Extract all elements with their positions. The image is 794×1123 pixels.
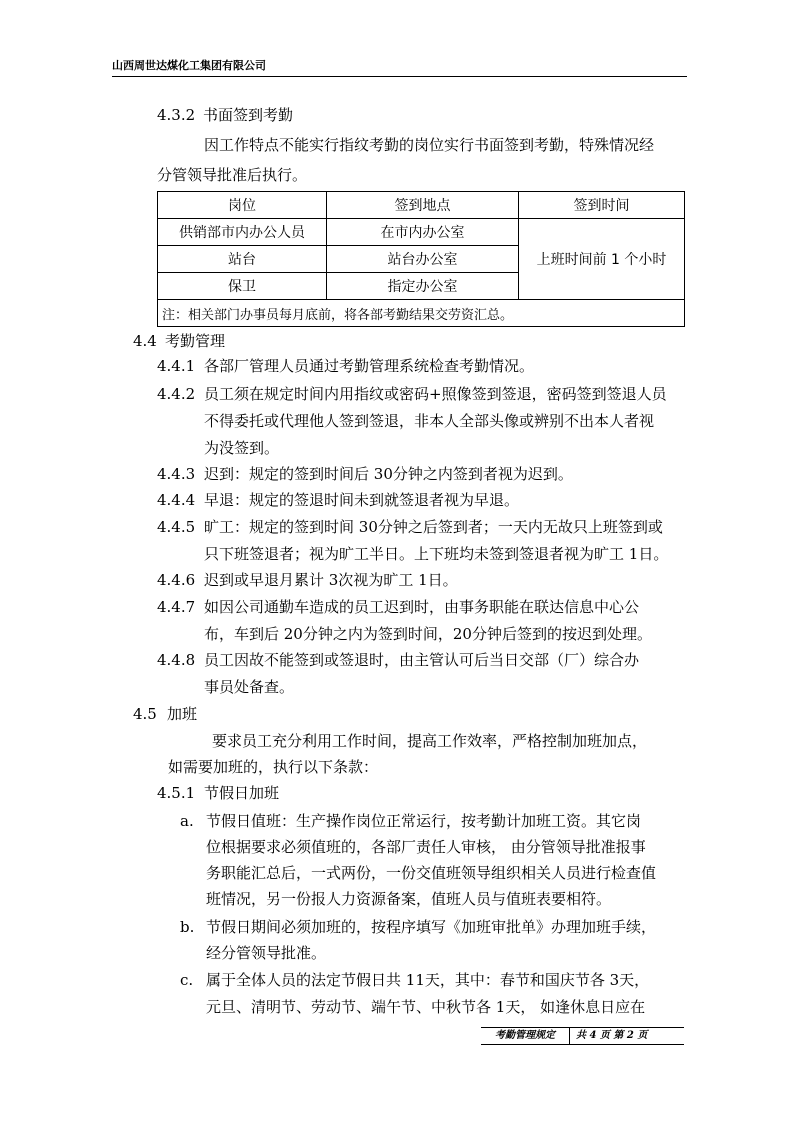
table-row bbox=[158, 219, 685, 246]
clause-text: 员工须在规定时间内用指纹或密码+照像签到签退，密码签到签退人员 bbox=[204, 385, 667, 403]
table-note: 注：相关部门办事员每月底前，将各部考勤结果交劳资汇总。 bbox=[158, 300, 685, 327]
clause-number: 4.5.1 bbox=[157, 784, 196, 802]
item-letter: c. bbox=[180, 971, 194, 989]
item-continuation: 位根据要求必须值班的，各部厂责任人审核， 由分管领导批准报事 bbox=[206, 838, 646, 856]
clause-text: 迟到或早退月累计 3次视为旷工 1日。 bbox=[204, 571, 458, 589]
table-cell: 在市内办公室 bbox=[327, 219, 519, 246]
table-header-cell: 岗位 bbox=[158, 192, 327, 219]
clause-4-4-8 bbox=[157, 649, 639, 671]
page-footer bbox=[481, 1027, 684, 1045]
item-text: 属于全体人员的法定节假日共 11天，其中：春节和国庆节各 3天， bbox=[206, 971, 650, 989]
section-4-3-2-heading bbox=[157, 104, 293, 126]
item-a bbox=[180, 810, 641, 832]
clause-text: 如因公司通勤车造成的员工迟到时，由事务职能在联达信息中心公 bbox=[204, 598, 640, 616]
section-title: 考勤管理 bbox=[165, 332, 226, 350]
paragraph-line: 要求员工充分利用工作时间，提高工作效率，严格控制加班加点， bbox=[212, 732, 648, 750]
company-header bbox=[112, 58, 687, 77]
clause-number: 4.4.1 bbox=[157, 357, 196, 375]
clause-text: 节假日加班 bbox=[204, 784, 280, 802]
item-letter: a. bbox=[180, 812, 194, 830]
footer-doc-title: 考勤管理规定 bbox=[495, 1030, 555, 1041]
item-continuation: 元旦、清明节、劳动节、端午节、中秋节各 1天， 如逢休息日应在 bbox=[206, 998, 646, 1016]
footer-page-count: 共 4 页 第 2 页 bbox=[576, 1030, 648, 1041]
item-continuation: 班情况，另一份报人力资源备案，值班人员与值班表要相符。 bbox=[206, 890, 612, 908]
table-header-cell: 签到时间 bbox=[519, 192, 685, 219]
clause-continuation: 事员处备查。 bbox=[204, 678, 295, 696]
clause-number: 4.4.5 bbox=[157, 518, 196, 536]
section-number: 4.4 bbox=[133, 332, 157, 350]
clause-number: 4.4.3 bbox=[157, 465, 196, 483]
item-continuation: 经分管领导批准。 bbox=[206, 944, 327, 962]
clause-text: 早退：规定的签退时间未到就签退者视为早退。 bbox=[204, 491, 520, 509]
table-header-row bbox=[158, 192, 685, 219]
item-text: 节假日值班：生产操作岗位正常运行，按考勤计加班工资。其它岗 bbox=[206, 812, 642, 830]
table-cell: 站台 bbox=[158, 246, 327, 273]
clause-text: 员工因故不能签到或签退时，由主管认可后当日交部（厂）综合办 bbox=[204, 651, 640, 669]
clause-number: 4.4.6 bbox=[157, 571, 196, 589]
table-cell: 供销部市内办公人员 bbox=[158, 219, 327, 246]
clause-4-4-1 bbox=[157, 355, 534, 377]
clause-text: 旷工：规定的签到时间 30分钟之后签到者；一天内无故只上班签到或 bbox=[204, 518, 663, 536]
clause-continuation: 只下班签退者；视为旷工半日。上下班均未签到签退者视为旷工 1日。 bbox=[204, 545, 669, 563]
clause-text: 各部厂管理人员通过考勤管理系统检查考勤情况。 bbox=[204, 357, 535, 375]
paragraph-line: 如需要加班的，执行以下条款： bbox=[168, 758, 379, 776]
paragraph-line: 因工作特点不能实行指纹考勤的岗位实行书面签到考勤，特殊情况经 bbox=[204, 136, 655, 154]
clause-4-4-2 bbox=[157, 383, 667, 405]
item-continuation: 务职能汇总后，一式两份，一份交值班领导组织相关人员进行检查值 bbox=[206, 864, 657, 882]
clause-4-4-6 bbox=[157, 569, 458, 591]
table-cell: 站台办公室 bbox=[327, 246, 519, 273]
section-title: 加班 bbox=[167, 705, 198, 723]
item-letter: b. bbox=[180, 918, 195, 936]
table-note-row bbox=[158, 300, 685, 327]
clause-4-4-7 bbox=[157, 596, 639, 618]
clause-4-5-1 bbox=[157, 782, 279, 804]
table-cell: 保卫 bbox=[158, 273, 327, 300]
table-header-cell: 签到地点 bbox=[327, 192, 519, 219]
paragraph-line: 分管领导批准后执行。 bbox=[157, 166, 308, 184]
clause-4-4-3 bbox=[157, 463, 573, 485]
clause-continuation: 布，车到后 20分钟之内为签到时间，20分钟后签到的按迟到处理。 bbox=[204, 625, 652, 643]
section-4-5-heading bbox=[133, 703, 197, 725]
clause-text: 迟到：规定的签到时间后 30分钟之内签到者视为迟到。 bbox=[204, 465, 573, 483]
clause-number: 4.4.4 bbox=[157, 491, 196, 509]
clause-4-4-4 bbox=[157, 489, 519, 511]
clause-continuation: 为没签到。 bbox=[204, 439, 280, 457]
clause-number: 4.4.2 bbox=[157, 385, 196, 403]
section-number: 4.3.2 bbox=[157, 106, 196, 124]
company-name: 山西周世达煤化工集团有限公司 bbox=[112, 59, 266, 72]
clause-number: 4.4.8 bbox=[157, 651, 196, 669]
section-title: 书面签到考勤 bbox=[203, 106, 294, 124]
sign-time-cell: 上班时间前 1 个小时 bbox=[519, 219, 685, 300]
clause-4-4-5 bbox=[157, 516, 663, 538]
item-c bbox=[180, 969, 649, 991]
sign-in-table bbox=[157, 191, 685, 327]
section-number: 4.5 bbox=[133, 705, 157, 723]
section-4-4-heading bbox=[133, 330, 225, 352]
clause-continuation: 不得委托或代理他人签到签退，非本人全部头像或辨别不出本人者视 bbox=[204, 412, 655, 430]
item-b bbox=[180, 916, 656, 938]
item-text: 节假日期间必须加班的，按程序填写《加班审批单》办理加班手续， bbox=[206, 918, 657, 936]
clause-number: 4.4.7 bbox=[157, 598, 196, 616]
table-cell: 指定办公室 bbox=[327, 273, 519, 300]
